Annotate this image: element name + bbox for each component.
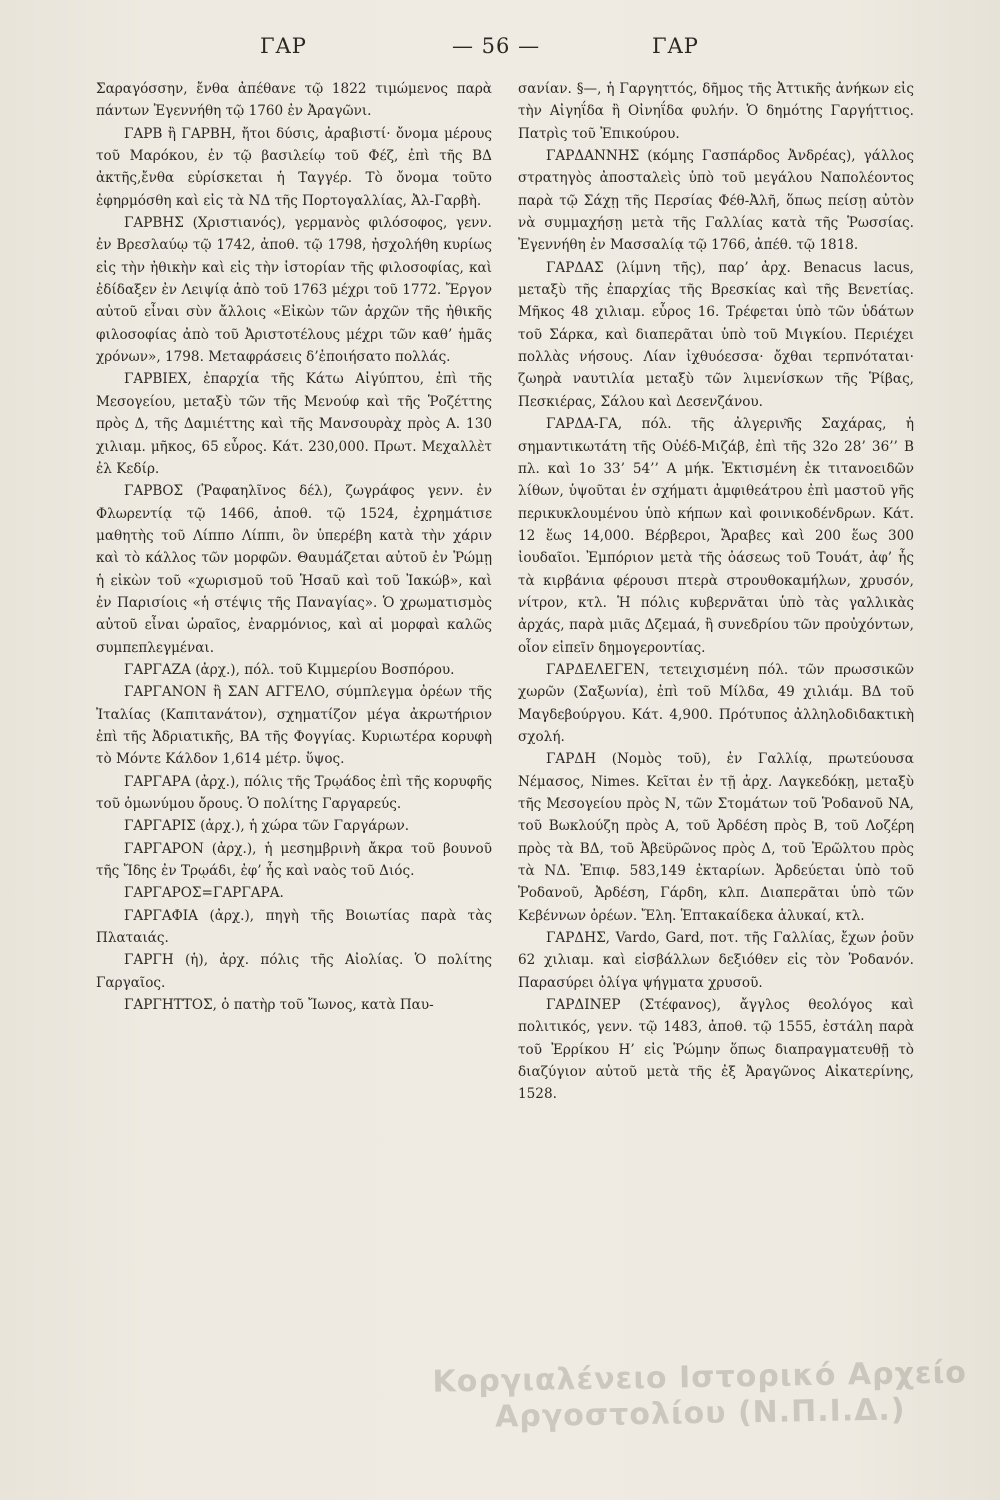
entry-gardannis: ΓΑΡΔΑΝΝΗΣ (κόμης Γασπάρδος Ἀνδρέας), γάλλος στρατηγὸς ἀποσταλεὶς ὑπὸ τοῦ μεγάλου Ναπολέοντος παρὰ τῷ Σάχῃ τῆς Περσίας Φέθ-Ἀλῆ, ὅπως πείσῃ αὐτὸν νὰ συμμαχήσῃ μετὰ τῆς Γαλλίας κατὰ τῆς Ῥωσσίας. Ἐγεννήθη ἐν Μασσαλίᾳ τῷ 1766, ἀπέθ. τῷ 1818. xyxy=(518,148,914,254)
entry-gargaris: ΓΑΡΓΑΡΙΣ (ἀρχ.), ἡ χώρα τῶν Γαργάρων. xyxy=(124,818,410,835)
entry-gardiner: ΓΑΡΔΙΝΕΡ (Στέφανος), ἄγγλος θεολόγος καὶ πολιτικός, γενν. τῷ 1483, ἀποθ. τῷ 1555, ἐστάλη παρὰ τοῦ Ἐρρίκου Η’ εἰς Ῥώμην ὅπως διαπραγματευθῇ τὸ διαζύγιον αὐτοῦ μετὰ τῆς ἐξ Ἀραγῶνος Αἰκατερίνης, 1528. xyxy=(518,997,914,1103)
entry-gardas: ΓΑΡΔΑΣ (λίμνη τῆς), παρ’ ἀρχ. Benacus lacus, μεταξὺ τῆς ἐπαρχίας τῆς Βρεσκίας καὶ τῆς Βενετίας. Μῆκος 48 χιλιαμ. εὖρος 16. Τρέφεται ὑπὸ τῶν ὑδάτων τοῦ Σάρκα, καὶ διαπερᾶται ὑπὸ τοῦ Μιγκίου. Περιέχει πολλὰς νήσους. Λίαν ἰχθυόεσσα· ὄχθαι τερπνόταται· ζωηρὰ ναυτιλία μεταξὺ τῶν λιμενίσκων τῆς Ῥίβας, Πεσκιέρας, Σάλου καὶ Δεσενζάνου. xyxy=(518,259,914,410)
entry-gargaron: ΓΑΡΓΑΡΟΝ (ἀρχ.), ἡ μεσημβρινὴ ἄκρα τοῦ βουνοῦ τῆς Ἴδης ἐν Τρῳάδι, ἐφ’ ἧς καὶ ναὸς τοῦ Διός. xyxy=(96,840,492,880)
entry-gargafia: ΓΑΡΓΑΦΙΑ (ἀρχ.), πηγὴ τῆς Βοιωτίας παρὰ τὰς Πλαταιάς. xyxy=(96,907,492,947)
entry-gardelegen: ΓΑΡΔΕΛΕΓΕΝ, τετειχισμένη πόλ. τῶν πρωσσικῶν χωρῶν (Σαξωνία), ἐπὶ τοῦ Μίλδα, 49 χιλιάμ. ΒΔ τοῦ Μαγδεβούργου. Κάτ. 4,900. Πρότυπος ἀλληλοδιδακτικὴ σχολή. xyxy=(518,661,914,745)
entry-continued-right: σανίαν. §—, ἡ Γαργηττός, δῆμος τῆς Ἀττικῆς ἀνήκων εἰς τὴν Αἰγηΐδα ἢ Οἰνηΐδα φυλήν. Ὁ δημότης Γαργήττιος. Πατρὶς τοῦ Ἐπικούρου. xyxy=(518,81,914,142)
entry-garbos: ΓΑΡΒΟΣ (Ῥαφαηλῖνος δέλ), ζωγράφος γενν. ἐν Φλωρεντίᾳ τῷ 1466, ἀποθ. τῷ 1524, ἐχρημάτισε μαθητὴς τοῦ Λίππο Λίππι, ὃν ὑπερέβη κατὰ τὴν χάριν καὶ τὸ κάλλος τῶν μορφῶν. Θαυμάζεται αὐτοῦ ἐν Ῥώμῃ ἡ εἰκὼν τοῦ «χωρισμοῦ τοῦ Ἡσαῦ καὶ τοῦ Ἰακώβ», καὶ ἐν Παρισίοις «ἡ στέψις τῆς Παναγίας». Ὁ χρωματισμὸς αὐτοῦ εἶναι ὡραῖος, ἐναρμόνιος, καὶ αἱ μορφαὶ καλῶς συμπεπλεγμέναι. xyxy=(96,483,492,656)
archive-watermark xyxy=(419,1355,980,1437)
entry-gargara: ΓΑΡΓΑΡΑ (ἀρχ.), πόλις τῆς Τρῳάδος ἐπὶ τῆς κορυφῆς τοῦ ὁμωνύμου ὄρους. Ὁ πολίτης Γαργαρεύς. xyxy=(96,773,492,812)
entry-garda-ga: ΓΑΡΔΑ-ΓΑ, πόλ. τῆς ἀλγεριν͂ῆς Σαχάρας, ἡ σημαντικωτάτη τῆς Οὐέδ-Μιζάβ, ἐπὶ τῆς 32ο 28’ 36’’ Β πλ. καὶ 1ο 33’ 54’’ Α μήκ. Ἐκτισμένη ἐκ τιτανοειδῶν λίθων, ὑψοῦται ἐν σχήματι ἀμφιθεάτρου ἐπὶ μαστοῦ γῆς περικυκλουμένου ὑπὸ κήπων καὶ φοινικοδένδρων. Κάτ. 12 ἕως 14,000. Βέρβεροι, Ἄραβες καὶ 200 ἕως 300 ἰουδαῖοι. Ἐμπόριον μετὰ τῆς ὀάσεως τοῦ Τουάτ, ἀφ’ ἧς τὰ κιρβάνια φέρουσι πτερὰ στρουθοκαμήλων, χρυσόν, νίτρον, κτλ. Ἡ πόλις κυβερνᾶται ὑπὸ τὰς γαλλικὰς ἀρχάς, παρὰ μιᾶς Δζεμαά, ἢ συνεδρίου τῶν προὐχόντων, οἷον εἰπεῖν δημογεροντίας. xyxy=(518,416,914,656)
entry-garb: ΓΑΡΒ ἢ ΓΑΡΒΗ, ἤτοι δύσις, ἀραβιστί· ὄνομα μέρους τοῦ Μαρόκου, ἐν τῷ βασιλείῳ τοῦ Φέζ, ἐπὶ τῆς ΒΔ ἀκτῆς,ἔνθα εὑρίσκεται ἡ Ταγγέρ. Τὸ ὄνομα τοῦτο ἐφηρμόσθη καὶ εἰς τὰ ΝΔ τῆς Πορτογαλλίας, Ἀλ-Γαρβὴ. xyxy=(96,125,492,209)
entry-garganon: ΓΑΡΓΑΝΟΝ ἢ ΣΑΝ ΑΓΓΕΛΟ, σύμπλεγμα ὀρέων τῆς Ἰταλίας (Καπιτανάτον), σχηματίζον μέγα ἀκρωτήριον ἐπὶ τῆς Ἀδριατικῆς, ΒΑ τῆς Φογγίας. Κυριωτέρα κορυφὴ τὸ Μόντε Κάλδον 1,614 μέτρ. ὕψος. xyxy=(96,684,492,768)
entry-garbis: ΓΑΡΒΗΣ (Χριστιανός), γερμανὸς φιλόσοφος, γενν. ἐν Βρεσλαύῳ τῷ 1742, ἀποθ. τῷ 1798, ἠσχολήθη κυρίως εἰς τὴν ἠθικὴν καὶ εἰς τὴν ἱστορίαν τῆς φιλοσοφίας, καὶ ἐδίδαξεν ἐν Λειψίᾳ ἀπὸ τοῦ 1763 μέχρι τοῦ 1772. Ἔργον αὐτοῦ εἶναι σὺν ἄλλοις «Εἰκὼν τῶν ἀρχῶν τῆς ἠθικῆς φιλοσοφίας ἀπὸ τοῦ Ἀριστοτέλους μέχρι τῶν καθ’ ἡμᾶς χρόνων», 1798. Μεταφράσεις δ’ἐποιήσατο πολλάς. xyxy=(96,215,492,366)
entry-gargaza: ΓΑΡΓΑΖΑ (ἀρχ.), πόλ. τοῦ Κιμμερίου Βοσπόρου. xyxy=(124,661,455,678)
watermark-line-2: Αργοστολίου (Ν.Π.Ι.Δ.) xyxy=(494,1392,906,1435)
left-column xyxy=(96,78,492,1016)
right-column xyxy=(518,78,914,1106)
page-number: — 56 — xyxy=(452,34,541,58)
entry-garbiech: ΓΑΡΒΙΕΧ, ἐπαρχία τῆς Κάτω Αἰγύπτου, ἐπὶ τῆς Μεσογείου, μεταξὺ τῶν τῆς Μενούφ καὶ τῆς Ῥοζέττης πρὸς Δ, τῆς Δαμιέττης καὶ τῆς Μανσουρὰχ πρὸς Α. 130 χιλιαμ. μῆκος, 65 εὖρος. Κάτ. 230,000. Πρωτ. Μεχαλλὲτ ἐλ Κεδίρ. xyxy=(96,371,492,477)
header-right-keyword: ΓΑΡ xyxy=(652,34,699,58)
entry-gargi: ΓΑΡΓΗ (ἡ), ἀρχ. πόλις τῆς Αἰολίας. Ὁ πολίτης Γαργαῖος. xyxy=(96,952,492,991)
watermark-line-1: Κοργιαλένειο Ιστορικό Αρχείο xyxy=(432,1355,968,1400)
entry-continued: Σαραγόσσην, ἔνθα ἀπέθανε τῷ 1822 τιμώμενος παρὰ πάντων Ἐγεννήθη τῷ 1760 ἐν Ἀραγῶνι. xyxy=(96,81,492,120)
entry-gardi: ΓΑΡΔΗ (Νομὸς τοῦ), ἐν Γαλλίᾳ, πρωτεύουσα Νέμασος, Nimes. Κεῖται ἐν τῇ ἀρχ. Λαγκεδόκῃ, μεταξὺ τῆς Μεσογείου πρὸς Ν, τῶν Στομάτων τοῦ Ῥοδανοῦ ΝΑ, τοῦ Βωκλούζη πρὸς Α, τοῦ Ἀρδέση πρὸς Β, τοῦ Λοζέρη πρὸς τὰ ΒΔ, τοῦ Ἀβεϋρῶνος πρὸς Δ, τοῦ Ἐρῶλτου πρὸς τὰ ΝΔ. Ἐπιφ. 583,149 ἐκταρίων. Ἀρδεύεται ὑπὸ τοῦ Ῥοδανοῦ, Ἀρδέση, Γάρδη, κλπ. Διαπερᾶται ὑπὸ τῶν Κεβέννων ὀρέων. Ἔλη. Ἑπτακαίδεκα ἁλυκαί, κτλ. xyxy=(518,751,914,924)
entry-gardis: ΓΑΡΔΗΣ, Vardo, Gard, ποτ. τῆς Γαλλίας, ἔχων ῥοῦν 62 χιλιαμ. καὶ εἰσβάλλων δεξιόθεν εἰς τὸν Ῥοδανόν. Παρασύρει ὀλίγα ψήγματα χρυσοῦ. xyxy=(518,930,914,991)
page-header xyxy=(100,34,900,74)
entry-gargaros: ΓΑΡΓΑΡΟΣ=ΓΑΡΓΑΡΑ. xyxy=(124,885,284,902)
entry-gargittos: ΓΑΡΓΗΤΤΟΣ, ὁ πατὴρ τοῦ Ἴωνος, κατὰ Παυ- xyxy=(124,997,434,1014)
header-left-keyword: ΓΑΡ xyxy=(260,34,307,58)
